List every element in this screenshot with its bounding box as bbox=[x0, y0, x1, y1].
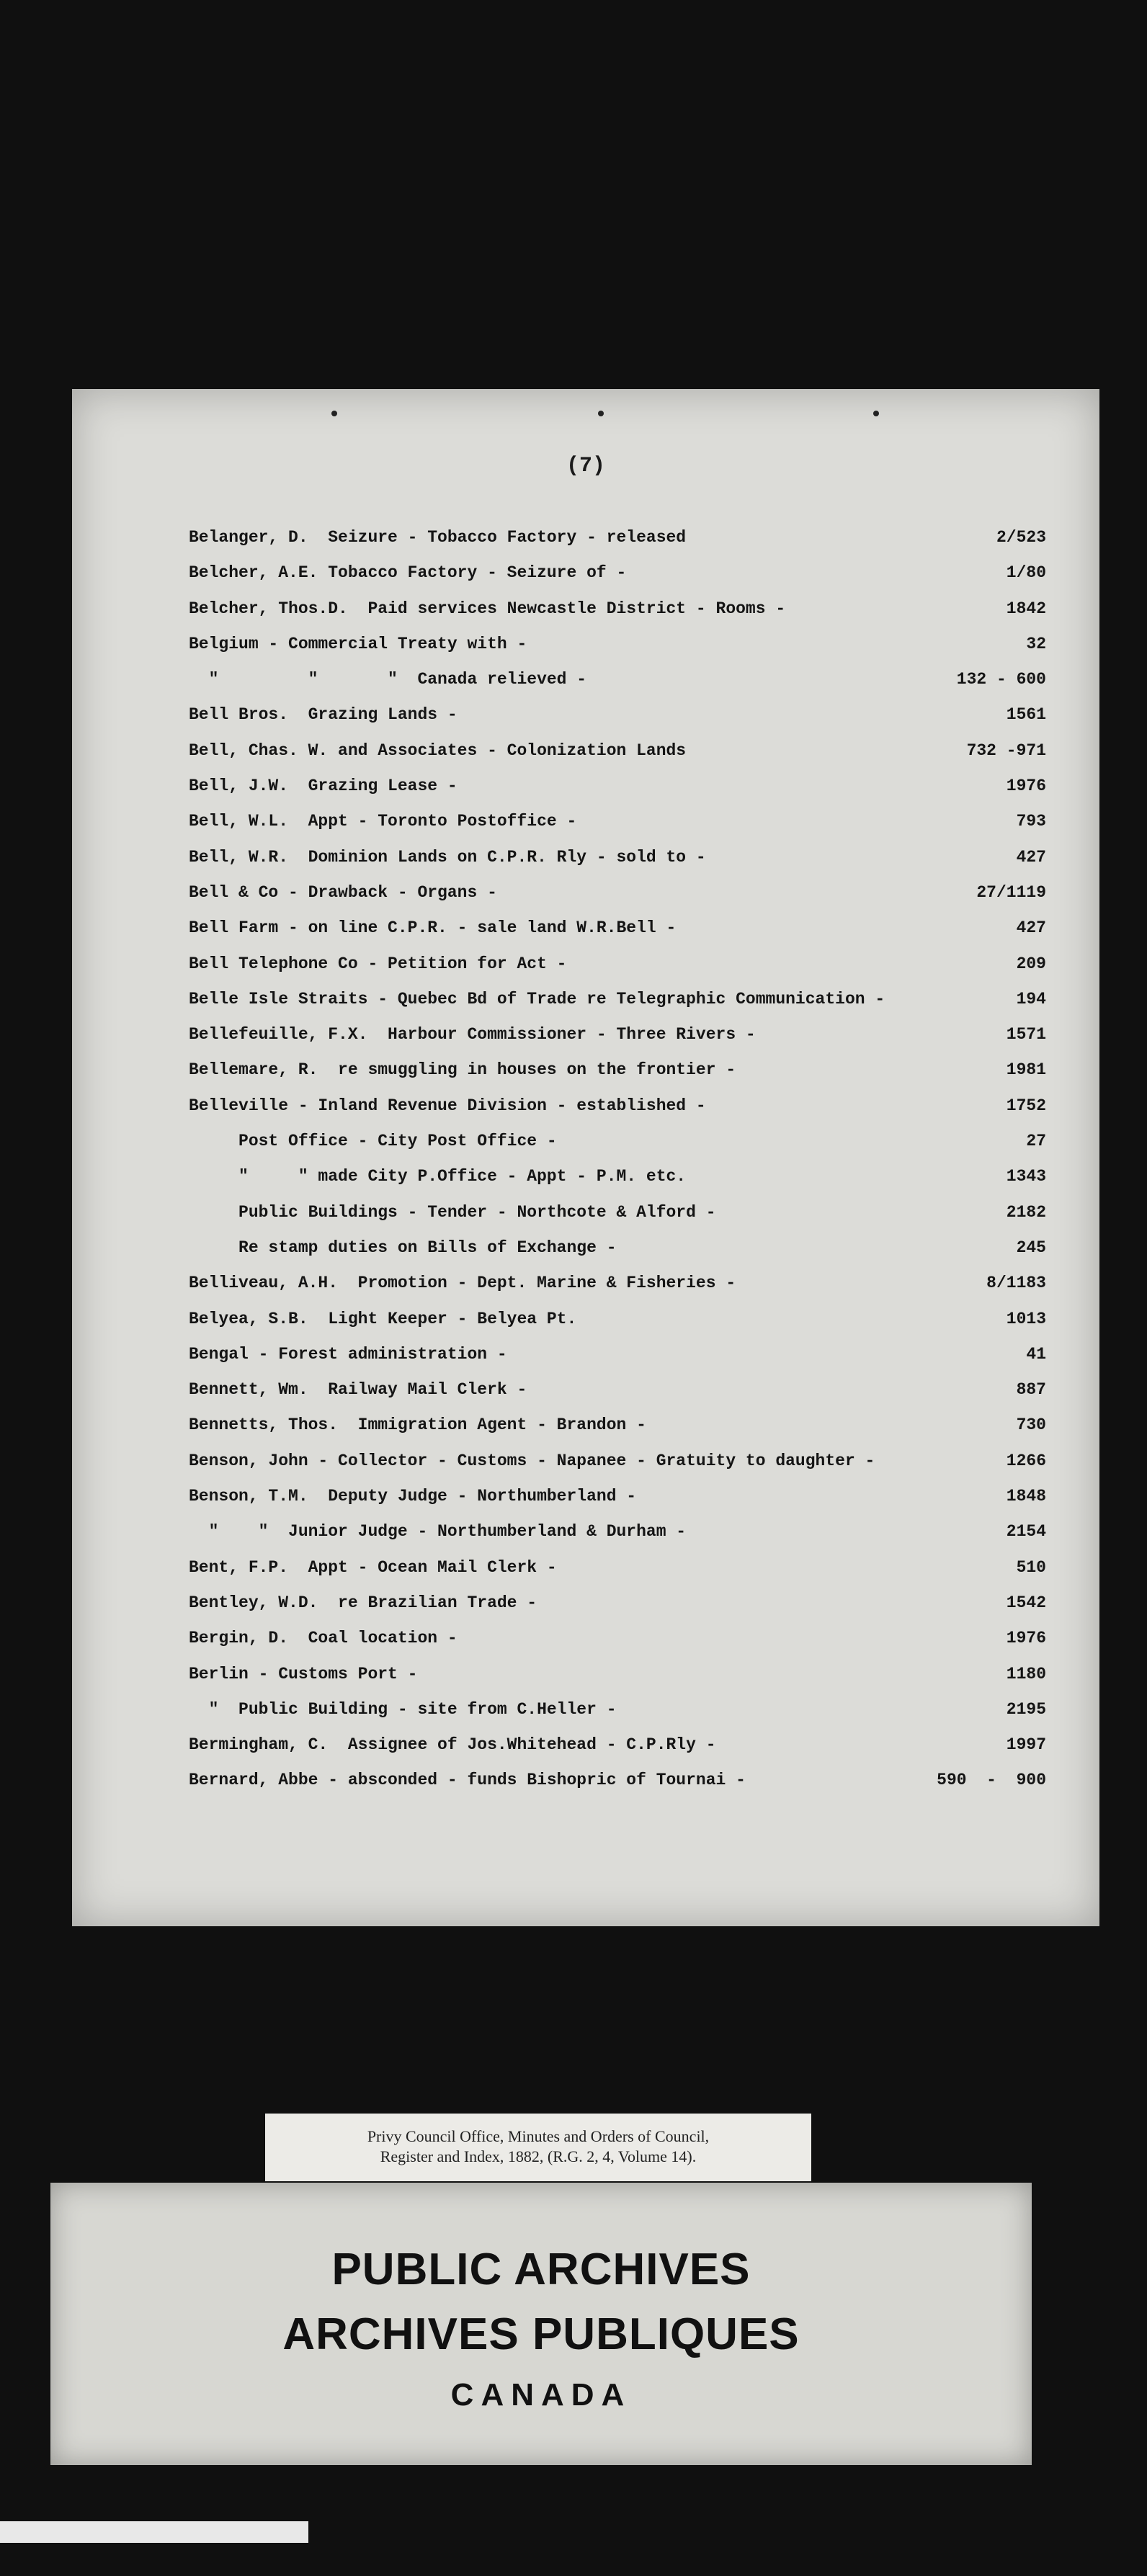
index-row bbox=[189, 1019, 1118, 1055]
index-entry-text: Bent, F.P. Appt - Ocean Mail Clerk - bbox=[189, 1557, 557, 1577]
index-entry-text: Berlin - Customs Port - bbox=[189, 1664, 418, 1683]
index-row bbox=[189, 735, 1118, 771]
punch-mark bbox=[873, 411, 879, 416]
index-row bbox=[189, 771, 1118, 806]
index-entry-reference: 2195 bbox=[1006, 1699, 1046, 1719]
index-entry-reference: 32 bbox=[1026, 634, 1046, 653]
page-number: (7) bbox=[566, 454, 605, 478]
index-entry-text: Belcher, Thos.D. Paid services Newcastle District - Rooms - bbox=[189, 599, 786, 618]
index-row bbox=[189, 1765, 1118, 1800]
index-entry-reference: 590 - 900 bbox=[937, 1771, 1046, 1790]
index-row bbox=[189, 949, 1118, 984]
index-entry-reference: 1752 bbox=[1006, 1096, 1046, 1115]
index-entry-text: " " made City P.Office - Appt - P.M. etc. bbox=[189, 1167, 687, 1186]
punch-mark bbox=[331, 411, 337, 416]
index-row bbox=[189, 1126, 1118, 1161]
index-entry-text: Bell & Co - Drawback - Organs - bbox=[189, 882, 497, 902]
index-entry-text: Post Office - City Post Office - bbox=[189, 1132, 557, 1151]
stamp-line: ARCHIVES PUBLIQUES bbox=[282, 2309, 800, 2359]
index-entries bbox=[189, 522, 1118, 1801]
stamp-line: PUBLIC ARCHIVES bbox=[331, 2245, 751, 2294]
index-row bbox=[189, 558, 1118, 593]
index-entry-text: Bergin, D. Coal location - bbox=[189, 1629, 458, 1648]
index-entry-reference: 427 bbox=[1016, 847, 1046, 867]
index-row bbox=[189, 842, 1118, 877]
index-entry-text: Bentley, W.D. re Brazilian Trade - bbox=[189, 1593, 537, 1612]
index-row bbox=[189, 1659, 1118, 1694]
index-entry-reference: 2154 bbox=[1006, 1522, 1046, 1542]
index-row bbox=[189, 1730, 1118, 1765]
index-row bbox=[189, 594, 1118, 629]
index-entry-text: Belleville - Inland Revenue Division - established - bbox=[189, 1096, 706, 1115]
index-entry-text: " " Junior Judge - Northumberland & Durham - bbox=[189, 1522, 687, 1542]
index-row bbox=[189, 629, 1118, 664]
index-entry-reference: 1976 bbox=[1006, 777, 1046, 796]
index-row bbox=[189, 1091, 1118, 1126]
archives-stamp bbox=[50, 2183, 1032, 2465]
index-entry-text: Bell, W.R. Dominion Lands on C.P.R. Rly - sold to - bbox=[189, 847, 706, 867]
index-entry-text: Bell, J.W. Grazing Lease - bbox=[189, 777, 458, 796]
index-row bbox=[189, 913, 1118, 948]
stamp-line: CANADA bbox=[450, 2377, 632, 2412]
index-entry-reference: 427 bbox=[1016, 918, 1046, 938]
punch-marks bbox=[72, 411, 1099, 425]
index-entry-text: Re stamp duties on Bills of Exchange - bbox=[189, 1238, 617, 1257]
index-entry-reference: 1013 bbox=[1006, 1309, 1046, 1328]
index-entry-text: Bell, Chas. W. and Associates - Colonization Lands bbox=[189, 741, 687, 760]
index-entry-reference: 1561 bbox=[1006, 705, 1046, 725]
index-row bbox=[189, 1304, 1118, 1339]
index-entry-reference: 209 bbox=[1016, 954, 1046, 973]
index-entry-text: Bell Telephone Co - Petition for Act - bbox=[189, 954, 567, 973]
index-row bbox=[189, 1374, 1118, 1410]
index-row bbox=[189, 1588, 1118, 1623]
index-entry-text: Benson, T.M. Deputy Judge - Northumberland - bbox=[189, 1487, 637, 1506]
index-entry-reference: 1/80 bbox=[1006, 563, 1046, 583]
index-entry-reference: 27/1119 bbox=[976, 882, 1046, 902]
index-entry-reference: 1976 bbox=[1006, 1629, 1046, 1648]
index-entry-reference: 793 bbox=[1016, 812, 1046, 831]
index-entry-reference: 887 bbox=[1016, 1380, 1046, 1400]
index-entry-reference: 730 bbox=[1016, 1416, 1046, 1435]
index-row bbox=[189, 1552, 1118, 1588]
index-row bbox=[189, 522, 1118, 558]
index-entry-text: Bell Farm - on line C.P.R. - sale land W.R.Bell - bbox=[189, 918, 677, 938]
index-row bbox=[189, 1446, 1118, 1481]
index-row bbox=[189, 1268, 1118, 1303]
index-entry-text: Public Buildings - Tender - Northcote & Alford - bbox=[189, 1202, 716, 1222]
index-entry-text: Belgium - Commercial Treaty with - bbox=[189, 634, 527, 653]
index-entry-reference: 2/523 bbox=[996, 528, 1046, 547]
index-entry-text: Belanger, D. Seizure - Tobacco Factory - released bbox=[189, 528, 687, 547]
index-row bbox=[189, 1161, 1118, 1197]
archive-caption bbox=[265, 2114, 811, 2181]
index-row bbox=[189, 1694, 1118, 1730]
index-entry-text: Belliveau, A.H. Promotion - Dept. Marine & Fisheries - bbox=[189, 1274, 736, 1293]
index-entry-reference: 132 - 600 bbox=[956, 670, 1046, 689]
index-entry-reference: 1343 bbox=[1006, 1167, 1046, 1186]
index-row bbox=[189, 1410, 1118, 1445]
index-entry-text: Benson, John - Collector - Customs - Napanee - Gratuity to daughter - bbox=[189, 1451, 875, 1470]
index-row bbox=[189, 984, 1118, 1019]
index-entry-text: Bell Bros. Grazing Lands - bbox=[189, 705, 458, 725]
caption-line: Register and Index, 1882, (R.G. 2, 4, Volume 14). bbox=[380, 2147, 697, 2165]
index-entry-reference: 732 -971 bbox=[966, 741, 1046, 760]
index-entry-text: Bennett, Wm. Railway Mail Clerk - bbox=[189, 1380, 527, 1400]
punch-mark bbox=[598, 411, 604, 416]
index-entry-reference: 2182 bbox=[1006, 1202, 1046, 1222]
index-entry-text: " " " Canada relieved - bbox=[189, 670, 587, 689]
index-row bbox=[189, 1516, 1118, 1552]
index-entry-reference: 194 bbox=[1016, 989, 1046, 1009]
index-entry-text: Belcher, A.E. Tobacco Factory - Seizure of - bbox=[189, 563, 627, 583]
index-row bbox=[189, 1233, 1118, 1268]
index-row bbox=[189, 1481, 1118, 1516]
index-entry-reference: 8/1183 bbox=[986, 1274, 1046, 1293]
index-row bbox=[189, 1339, 1118, 1374]
index-row bbox=[189, 1197, 1118, 1233]
index-entry-text: Bernard, Abbe - absconded - funds Bishopric of Tournai - bbox=[189, 1771, 746, 1790]
caption-line: Privy Council Office, Minutes and Orders of Council, bbox=[367, 2127, 710, 2145]
index-entry-reference: 1981 bbox=[1006, 1060, 1046, 1080]
index-entry-text: Bellemare, R. re smuggling in houses on the frontier - bbox=[189, 1060, 736, 1080]
index-entry-reference: 1542 bbox=[1006, 1593, 1046, 1612]
index-entry-reference: 1997 bbox=[1006, 1735, 1046, 1755]
index-entry-reference: 1180 bbox=[1006, 1664, 1046, 1683]
index-entry-text: Bennetts, Thos. Immigration Agent - Brandon - bbox=[189, 1416, 646, 1435]
index-entry-text: " Public Building - site from C.Heller - bbox=[189, 1699, 617, 1719]
index-row bbox=[189, 1055, 1118, 1090]
index-entry-text: Bellefeuille, F.X. Harbour Commissioner - Three Rivers - bbox=[189, 1025, 756, 1045]
index-row bbox=[189, 664, 1118, 699]
index-entry-text: Bengal - Forest administration - bbox=[189, 1344, 507, 1364]
film-edge-strip bbox=[0, 2521, 308, 2543]
index-entry-text: Bell, W.L. Appt - Toronto Postoffice - bbox=[189, 812, 577, 831]
index-row bbox=[189, 1623, 1118, 1658]
index-entry-reference: 27 bbox=[1026, 1132, 1046, 1151]
index-row bbox=[189, 699, 1118, 735]
index-entry-reference: 41 bbox=[1026, 1344, 1046, 1364]
index-entry-reference: 245 bbox=[1016, 1238, 1046, 1257]
index-page bbox=[72, 389, 1099, 1926]
index-row bbox=[189, 806, 1118, 841]
index-entry-text: Belle Isle Straits - Quebec Bd of Trade re Telegraphic Communication - bbox=[189, 989, 885, 1009]
index-entry-reference: 510 bbox=[1016, 1557, 1046, 1577]
index-entry-text: Bermingham, C. Assignee of Jos.Whitehead - C.P.Rly - bbox=[189, 1735, 716, 1755]
index-entry-reference: 1571 bbox=[1006, 1025, 1046, 1045]
index-entry-reference: 1266 bbox=[1006, 1451, 1046, 1470]
index-entry-reference: 1842 bbox=[1006, 599, 1046, 618]
index-row bbox=[189, 877, 1118, 913]
index-entry-text: Belyea, S.B. Light Keeper - Belyea Pt. bbox=[189, 1309, 577, 1328]
index-entry-reference: 1848 bbox=[1006, 1487, 1046, 1506]
